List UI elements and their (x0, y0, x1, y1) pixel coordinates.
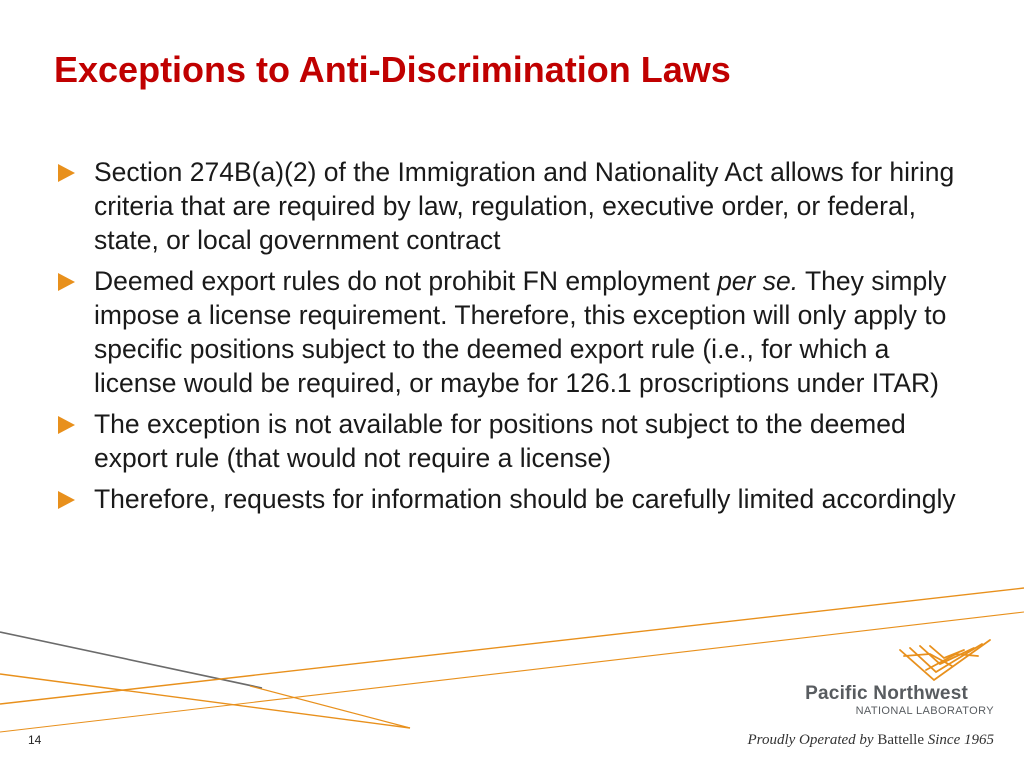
bullet-text-run: Therefore, requests for information should be carefully limited accordingly (94, 484, 956, 514)
logo-name: Pacific Northwest (805, 683, 968, 704)
orange-decor-line (0, 674, 410, 728)
tagline-brand: Battelle (877, 732, 925, 748)
bullet-text-run: Deemed export rules do not prohibit FN employment (94, 266, 718, 296)
bullet-italic-run: per se. (717, 266, 799, 296)
tagline (748, 732, 994, 749)
bullet-text-run: The exception is not available for positions not subject to the deemed export rule (that would not require a license) (94, 409, 906, 473)
tagline-since: Since 1965 (927, 732, 994, 748)
tagline-prefix: Proudly Operated by (747, 732, 874, 748)
logo-subtitle: NATIONAL LABORATORY (855, 705, 994, 717)
page-number: 14 (28, 733, 42, 747)
pnnl-logo-icon (896, 636, 994, 684)
bullet-text-run: They simply impose a license requirement. Therefore, this exception will only apply to specific positions subject to the deemed export rule (i.e., for which a license would be required, or maybe for 126.1 proscriptions under ITAR) (94, 266, 947, 398)
bullet-text-run: Section 274B(a)(2) of the Immigration and Nationality Act allows for hiring criteria that are required by law, regulation, executive order, or federal, state, or local government contract (94, 157, 955, 255)
slide-title: Exceptions to Anti-Discrimination Laws (54, 49, 731, 90)
orange-decor-line (250, 686, 410, 728)
